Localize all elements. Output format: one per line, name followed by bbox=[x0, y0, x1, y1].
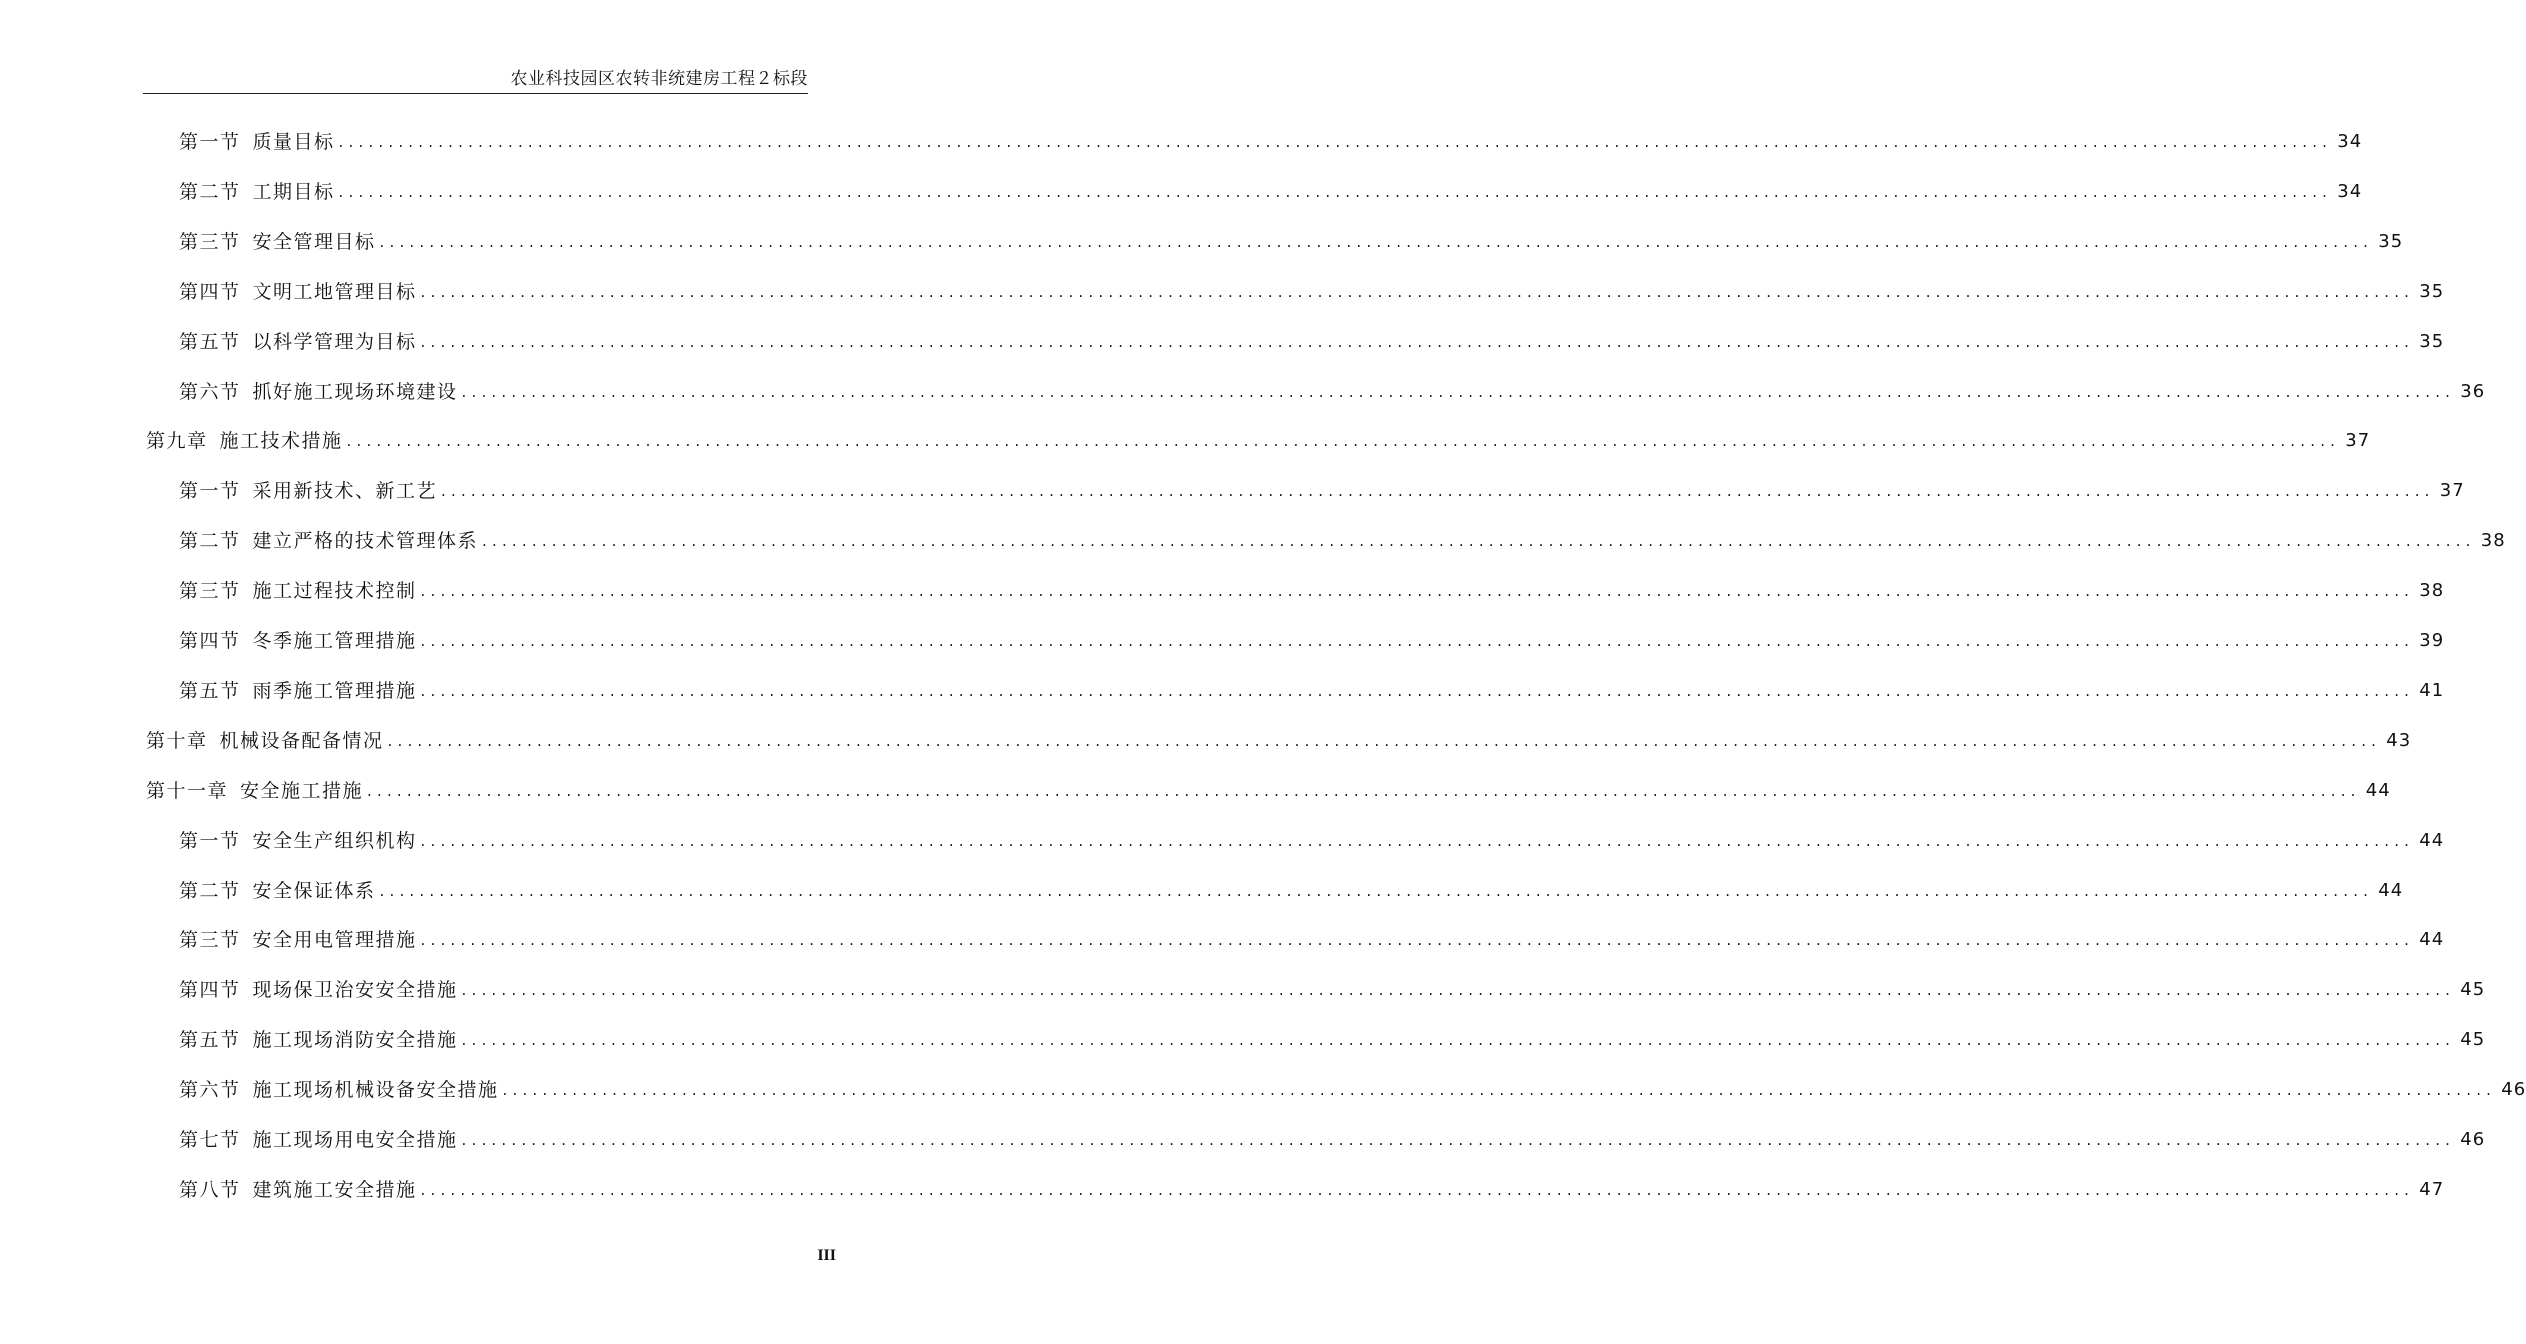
toc-entry-number: 第四节 bbox=[179, 280, 241, 303]
toc-entry-number: 第七节 bbox=[179, 1129, 241, 1151]
toc-entry-page: 37 bbox=[2345, 430, 2371, 452]
toc-dot-leader: ........................................................................................................................................................................................................ bbox=[379, 881, 2374, 900]
toc-entry-number: 第一节 bbox=[179, 480, 241, 503]
toc-entry-label bbox=[179, 1028, 458, 1052]
toc-entry-page: 35 bbox=[2419, 280, 2445, 302]
toc-entry-page: 37 bbox=[2439, 480, 2465, 502]
toc-entry-label bbox=[179, 330, 417, 354]
toc-dot-leader: ........................................................................................................................................................................................................ bbox=[338, 133, 2333, 151]
toc-entry-title: 雨季施工管理措施 bbox=[252, 679, 417, 702]
toc-entry-label bbox=[179, 579, 417, 603]
toc-chapter-entry[interactable] bbox=[146, 423, 2371, 453]
toc-section-entry[interactable] bbox=[179, 523, 2506, 553]
toc-dot-leader: ........................................................................................................................................................................................................ bbox=[379, 232, 2374, 251]
toc-entry-page: 36 bbox=[2460, 380, 2486, 402]
toc-entry-page: 45 bbox=[2460, 979, 2486, 1001]
toc-dot-leader: ........................................................................................................................................................................................................ bbox=[420, 831, 2415, 850]
toc-entry-number: 第二节 bbox=[179, 530, 241, 553]
toc-entry-page: 41 bbox=[2419, 679, 2445, 701]
toc-entry-title: 以科学管理为目标 bbox=[252, 330, 417, 353]
toc-entry-title: 现场保卫治安安全措施 bbox=[252, 979, 458, 1002]
toc-dot-leader: ........................................................................................................................................................................................................ bbox=[420, 1180, 2415, 1199]
toc-entry-number: 第六节 bbox=[179, 1079, 241, 1102]
toc-dot-leader: ........................................................................................................................................................................................................ bbox=[420, 632, 2415, 650]
toc-entry-page: 35 bbox=[2419, 330, 2445, 352]
toc-entry-title: 安全管理目标 bbox=[252, 230, 376, 253]
toc-entry-page: 34 bbox=[2337, 180, 2363, 202]
toc-section-entry[interactable] bbox=[179, 1022, 2486, 1052]
toc-entry-label bbox=[179, 879, 376, 903]
toc-entry-page: 43 bbox=[2386, 729, 2412, 751]
toc-entry-title: 文明工地管理目标 bbox=[252, 280, 417, 303]
toc-entry-title: 工期目标 bbox=[252, 180, 335, 203]
toc-dot-leader: ........................................................................................................................................................................................................ bbox=[441, 482, 2435, 501]
toc-entry-label bbox=[179, 230, 376, 254]
toc-entry-page: 45 bbox=[2460, 1029, 2486, 1051]
toc-section-entry[interactable] bbox=[179, 623, 2445, 653]
toc-entry-number: 第五节 bbox=[179, 679, 241, 702]
toc-section-entry[interactable] bbox=[179, 124, 2363, 154]
toc-entry-title: 抓好施工现场环境建设 bbox=[252, 380, 458, 403]
toc-entry-number: 第三节 bbox=[179, 230, 241, 253]
toc-section-entry[interactable] bbox=[179, 473, 2465, 503]
toc-entry-title: 建立严格的技术管理体系 bbox=[252, 530, 479, 553]
toc-chapter-entry[interactable] bbox=[146, 773, 2391, 803]
toc-entry-page: 44 bbox=[2378, 879, 2404, 901]
toc-section-entry[interactable] bbox=[179, 1072, 2526, 1102]
toc-entry-label bbox=[179, 130, 335, 154]
toc-entry-title: 安全保证体系 bbox=[252, 879, 376, 902]
page-number: III bbox=[817, 1247, 836, 1264]
toc-entry-title: 机械设备配备情况 bbox=[219, 729, 384, 752]
toc-entry-page: 38 bbox=[2480, 530, 2506, 552]
toc-entry-title: 安全生产组织机构 bbox=[252, 829, 417, 852]
toc-section-entry[interactable] bbox=[179, 922, 2445, 952]
toc-dot-leader: ........................................................................................................................................................................................................ bbox=[338, 182, 2333, 201]
toc-entry-label bbox=[179, 928, 417, 952]
toc-entry-title: 施工技术措施 bbox=[219, 430, 343, 453]
toc-entry-number: 第九章 bbox=[146, 430, 208, 453]
toc-dot-leader: ........................................................................................................................................................................................................ bbox=[420, 931, 2415, 950]
toc-chapter-entry[interactable] bbox=[146, 723, 2412, 753]
toc-entry-label bbox=[179, 479, 437, 503]
toc-entry-page: 39 bbox=[2419, 630, 2445, 651]
toc-entry-label bbox=[179, 529, 478, 553]
toc-entry-number: 第一节 bbox=[179, 829, 241, 852]
toc-entry-title: 建筑施工安全措施 bbox=[252, 1178, 417, 1201]
toc-dot-leader: ........................................................................................................................................................................................................ bbox=[420, 582, 2415, 601]
toc-section-entry[interactable] bbox=[179, 174, 2363, 204]
toc-entry-label bbox=[146, 429, 343, 453]
toc-entry-label bbox=[179, 978, 458, 1002]
toc-entry-title: 安全用电管理措施 bbox=[252, 929, 417, 952]
toc-entry-number: 第四节 bbox=[179, 979, 241, 1002]
toc-entry-number: 第八节 bbox=[179, 1178, 241, 1201]
toc-entry-page: 47 bbox=[2419, 1178, 2445, 1200]
toc-entry-page: 38 bbox=[2419, 580, 2445, 602]
toc-entry-label bbox=[146, 729, 384, 753]
toc-entry-label bbox=[179, 1128, 458, 1152]
toc-entry-page: 35 bbox=[2378, 230, 2404, 252]
toc-dot-leader: ........................................................................................................................................................................................................ bbox=[461, 1131, 2456, 1149]
toc-dot-leader: ........................................................................................................................................................................................................ bbox=[461, 382, 2456, 401]
toc-section-entry[interactable] bbox=[179, 823, 2445, 853]
toc-entry-page: 46 bbox=[2460, 1129, 2486, 1150]
toc-entry-label bbox=[179, 180, 335, 204]
toc-entry-number: 第二节 bbox=[179, 180, 241, 203]
toc-dot-leader: ........................................................................................................................................................................................................ bbox=[502, 1081, 2497, 1100]
toc-entry-page: 44 bbox=[2419, 829, 2445, 851]
toc-section-entry[interactable] bbox=[179, 274, 2445, 304]
toc-entry-title: 质量目标 bbox=[252, 131, 335, 153]
toc-entry-number: 第二节 bbox=[179, 879, 241, 902]
toc-section-entry[interactable] bbox=[179, 1172, 2445, 1202]
toc-entry-label bbox=[179, 280, 417, 304]
toc-entry-number: 第四节 bbox=[179, 630, 241, 652]
toc-entry-label bbox=[179, 1178, 417, 1202]
toc-dot-leader: ........................................................................................................................................................................................................ bbox=[420, 332, 2415, 351]
toc-dot-leader: ........................................................................................................................................................................................................ bbox=[461, 1031, 2456, 1050]
toc-entry-label bbox=[146, 779, 363, 803]
toc-dot-leader: ........................................................................................................................................................................................................ bbox=[367, 781, 2361, 800]
toc-entry-label bbox=[179, 829, 417, 853]
toc-dot-leader: ........................................................................................................................................................................................................ bbox=[461, 981, 2456, 1000]
toc-dot-leader: ........................................................................................................................................................................................................ bbox=[420, 282, 2415, 301]
toc-section-entry[interactable] bbox=[179, 324, 2445, 354]
toc-entry-label bbox=[179, 1078, 499, 1102]
toc-dot-leader: ........................................................................................................................................................................................................ bbox=[482, 532, 2476, 551]
toc-section-entry[interactable] bbox=[179, 1122, 2486, 1152]
toc-section-entry[interactable] bbox=[179, 972, 2486, 1002]
toc-section-entry[interactable] bbox=[179, 224, 2404, 254]
toc-entry-number: 第一节 bbox=[179, 131, 241, 153]
toc-section-entry[interactable] bbox=[179, 873, 2404, 903]
toc-entry-page: 44 bbox=[2365, 779, 2391, 801]
toc-entry-number: 第十章 bbox=[146, 729, 208, 752]
toc-entry-number: 第五节 bbox=[179, 330, 241, 353]
toc-section-entry[interactable] bbox=[179, 673, 2445, 703]
toc-entry-number: 第三节 bbox=[179, 580, 241, 603]
toc-entry-title: 采用新技术、新工艺 bbox=[252, 480, 438, 503]
toc-entry-label bbox=[179, 629, 417, 653]
toc-dot-leader: ........................................................................................................................................................................................................ bbox=[346, 432, 2341, 451]
toc-entry-title: 施工现场消防安全措施 bbox=[252, 1029, 458, 1052]
toc-entry-title: 施工过程技术控制 bbox=[252, 580, 417, 603]
toc-dot-leader: ........................................................................................................................................................................................................ bbox=[420, 681, 2415, 700]
toc-entry-label bbox=[179, 380, 458, 404]
toc-dot-leader: ........................................................................................................................................................................................................ bbox=[387, 731, 2382, 750]
header-title: 农业科技园区农转非统建房工程２标段 bbox=[510, 69, 808, 89]
page-header bbox=[143, 60, 808, 94]
toc-entry-title: 安全施工措施 bbox=[240, 779, 364, 802]
toc-entry-number: 第六节 bbox=[179, 380, 241, 403]
toc-entry-label bbox=[179, 679, 417, 703]
toc-entry-page: 46 bbox=[2501, 1079, 2526, 1101]
toc-entry-number: 第十一章 bbox=[146, 779, 229, 802]
toc-entry-title: 冬季施工管理措施 bbox=[252, 630, 417, 652]
toc-section-entry[interactable] bbox=[179, 573, 2445, 603]
toc-entry-page: 34 bbox=[2337, 131, 2363, 152]
toc-entry-number: 第五节 bbox=[179, 1029, 241, 1052]
toc-entry-page: 44 bbox=[2419, 929, 2445, 951]
toc-section-entry[interactable] bbox=[179, 374, 2486, 404]
toc-entry-title: 施工现场机械设备安全措施 bbox=[252, 1079, 499, 1102]
toc-entry-title: 施工现场用电安全措施 bbox=[252, 1129, 458, 1151]
toc-entry-number: 第三节 bbox=[179, 929, 241, 952]
